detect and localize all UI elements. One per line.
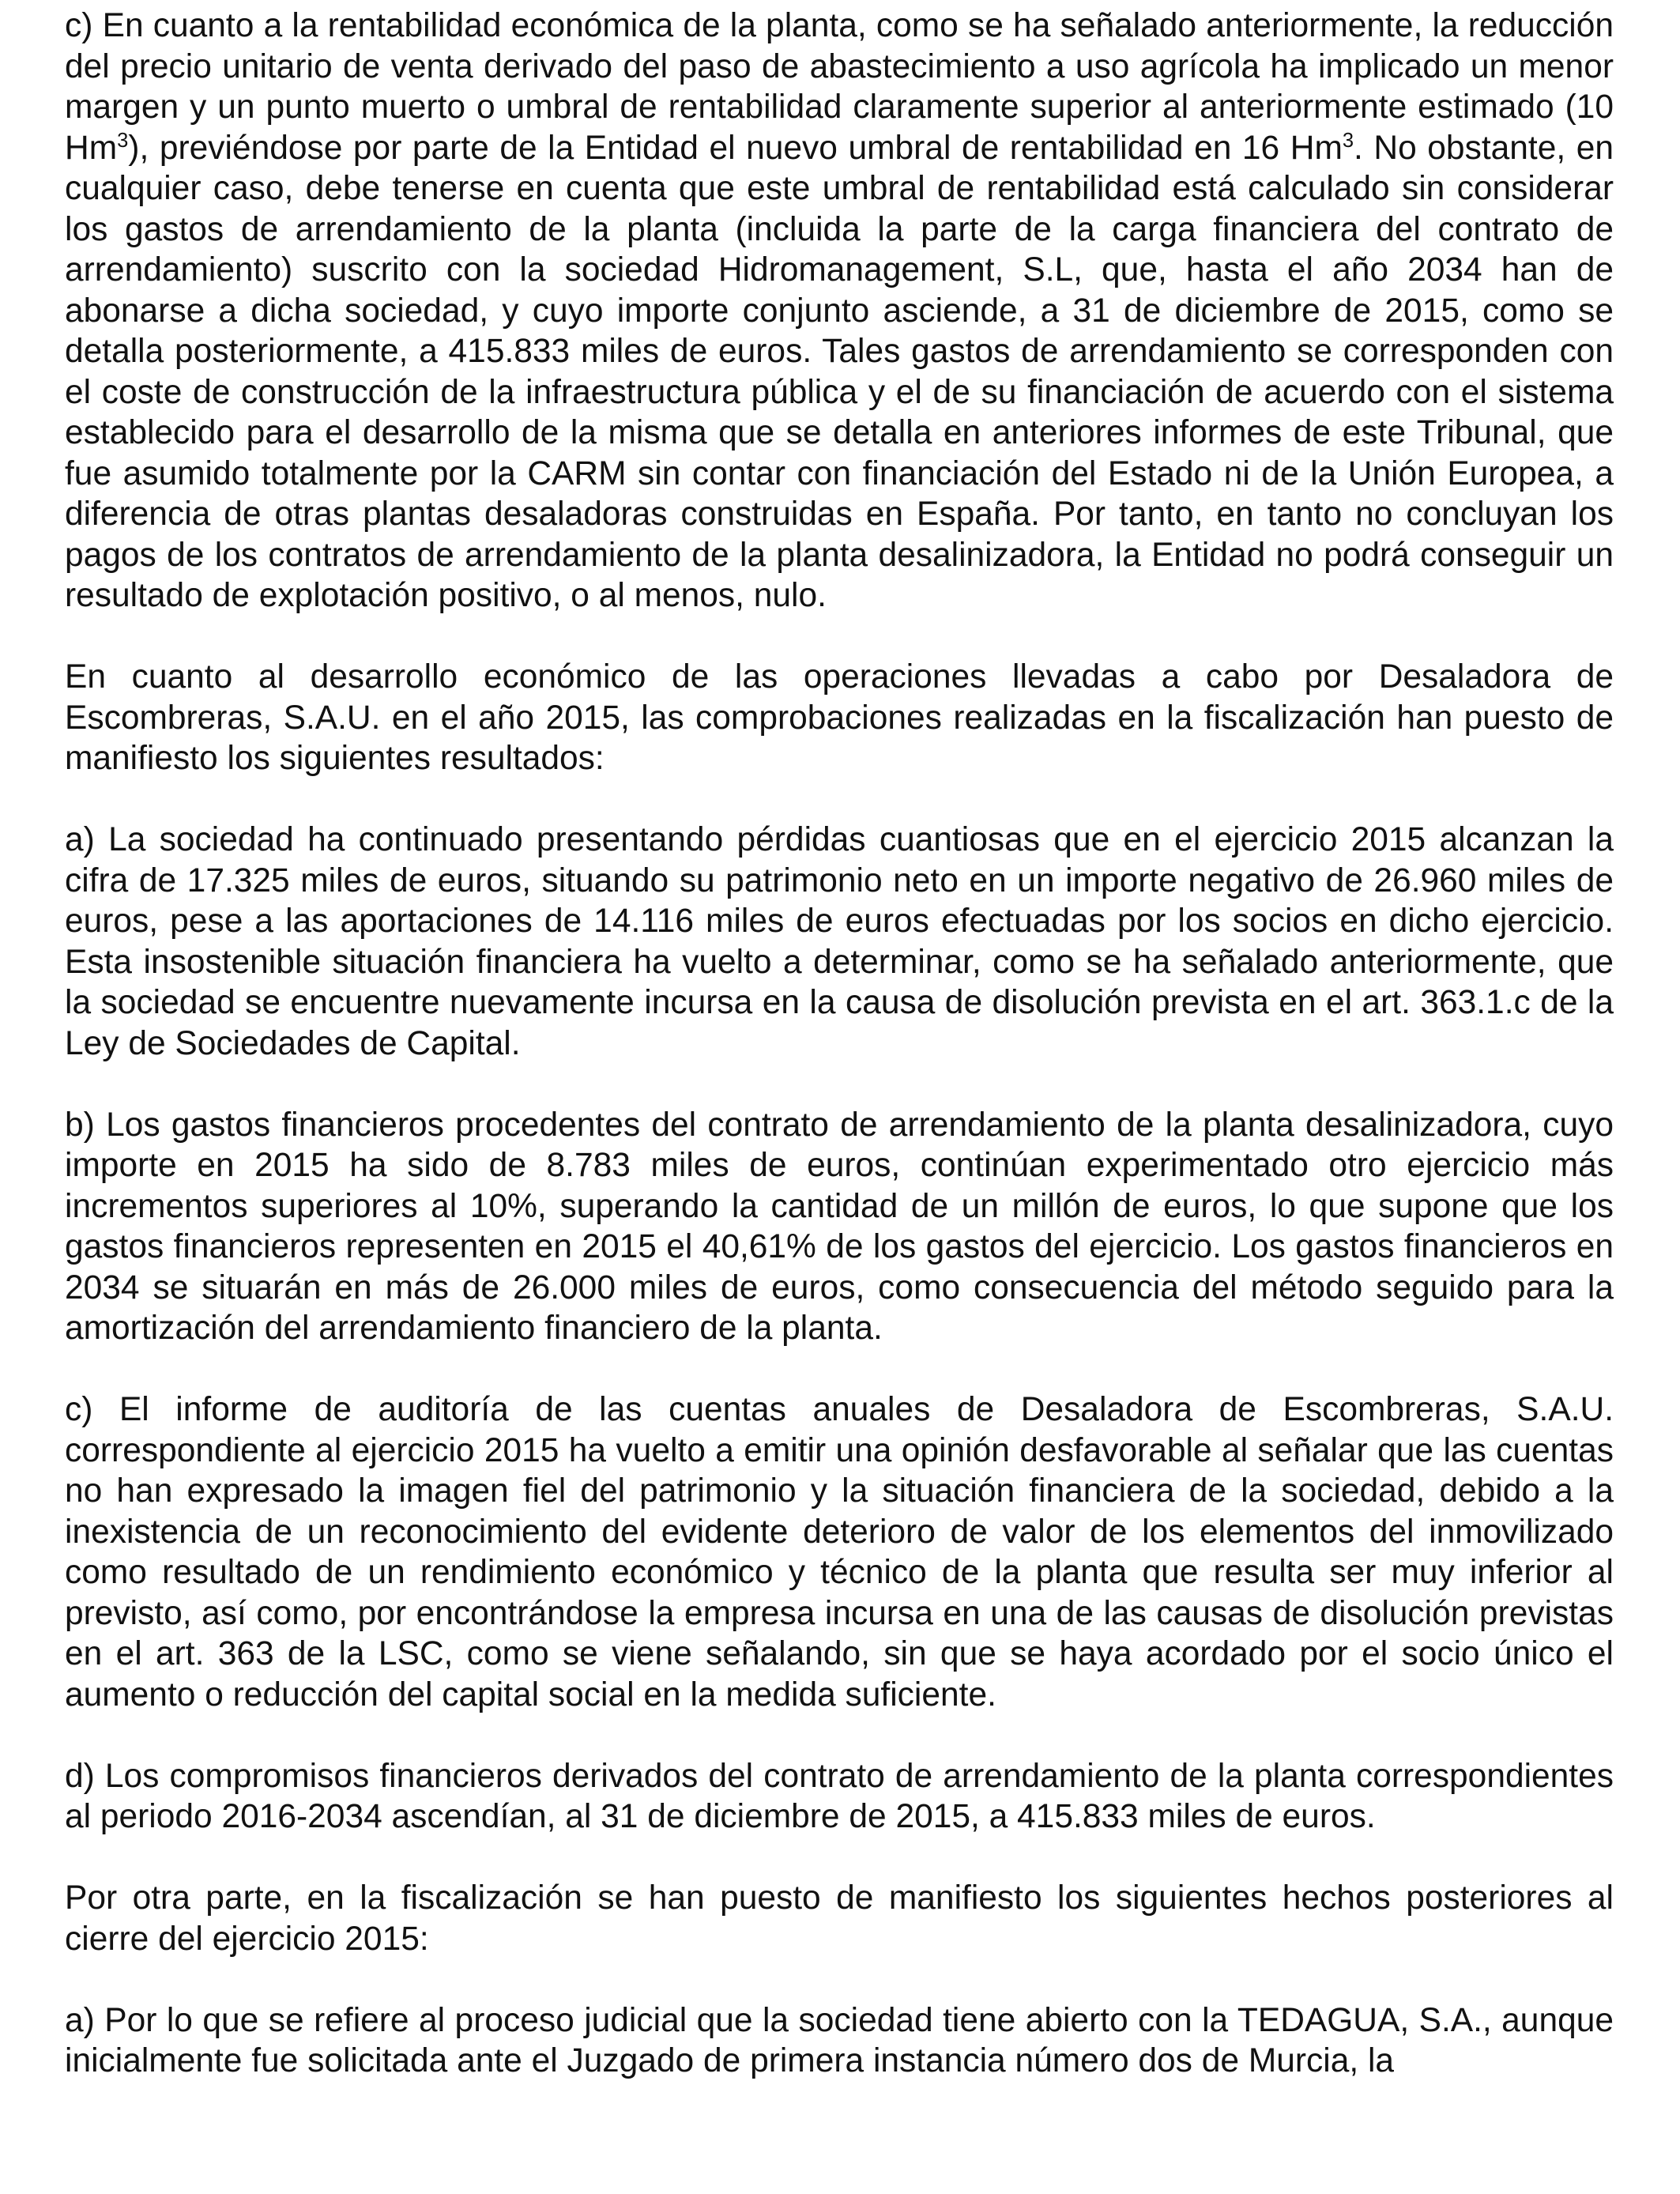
paragraph-judicial-process: a) Por lo que se refiere al proceso judicial que la sociedad tiene abierto con la TEDAGUA, S.A., aunque inicialmente fue solicitada ante el Juzgado de primera instancia número dos de Murcia, la (65, 2001, 1614, 2079)
paragraph-profitability-part-3: . No obstante, en cualquier caso, debe tenerse en cuenta que este umbral de rentabilidad está calculado sin considerar los gastos de arrendamiento de la planta (incluida la parte de la carga financiera del contrato de arrendamiento) suscrito con la sociedad Hidromanagement, S.L, que, hasta el año 2034 han de abonarse a dicha sociedad, y cuyo importe conjunto asciende, a 31 de diciembre de 2015, como se detalla posteriormente, a 415.833 miles de euros. Tales gastos de arrendamiento se corresponden con el coste de construcción de la infraestructura pública y el de su financiación de acuerdo con el sistema establecido para el desarrollo de la misma que se detalla en anteriores informes de este Tribunal, que fue asumido totalmente por la CARM sin contar con financiación del Estado ni de la Unión Europea, a diferencia de otras plantas desaladoras construidas en España. Por tanto, en tanto no concluyan los pagos de los contratos de arrendamiento de la planta desalinizadora, la Entidad no podrá conseguir un resultado de explotación positivo, o al menos, nulo. (65, 129, 1614, 614)
paragraph-profitability-part-1: c) En cuanto a la rentabilidad económica de la planta, como se ha señalado anteriormente, la reducción del precio unitario de venta derivado del paso de abastecimiento a uso agrícola ha implicado un menor margen y un punto muerto o umbral de rentabilidad claramente superior al anteriormente estimado (10 Hm (65, 7, 1614, 167)
paragraph-subsequent-events-intro: Por otra parte, en la fiscalización se han puesto de manifiesto los siguientes hechos posteriores al cierre del ejercicio 2015: (65, 1879, 1614, 1958)
paragraph-profitability-part-2: ), previéndose por parte de la Entidad el nuevo umbral de rentabilidad en 16 Hm (128, 129, 1343, 167)
superscript-cubic-1: 3 (117, 129, 129, 152)
paragraph-audit-report: c) El informe de auditoría de las cuentas anuales de Desaladora de Escombreras, S.A.U. correspondiente al ejercicio 2015 ha vuelto a emitir una opinión desfavorable al señalar que las cuentas no han expresado la imagen fiel del patrimonio y la situación financiera de la sociedad, debido a la inexistencia de un reconocimiento del evidente deterioro de valor de los elementos del inmovilizado como resultado de un rendimiento económico y técnico de la planta que resulta ser muy inferior al previsto, así como, por encontrándose la empresa incursa en una de las causas de disolución previstas en el art. 363 de la LSC, como se viene señalando, sin que se haya acordado por el socio único el aumento o reducción del capital social en la medida suficiente. (65, 1391, 1614, 1713)
paragraph-financial-expenses: b) Los gastos financieros procedentes del contrato de arrendamiento de la planta desalinizadora, cuyo importe en 2015 ha sido de 8.783 miles de euros, continúan experimentado otro ejercicio más incrementos superiores al 10%, superando la cantidad de un millón de euros, lo que supone que los gastos financieros representen en 2015 el 40,61% de los gastos del ejercicio. Los gastos financieros en 2034 se situarán en más de 26.000 miles de euros, como consecuencia del método seguido para la amortización del arrendamiento financiero de la planta. (65, 1106, 1614, 1347)
paragraph-economic-development: En cuanto al desarrollo económico de las operaciones llevadas a cabo por Desaladora de Escombreras, S.A.U. en el año 2015, las comprobaciones realizadas en la fiscalización han puesto de manifiesto los siguientes resultados: (65, 658, 1614, 777)
document-page (65, 0, 1614, 2082)
paragraph-losses: a) La sociedad ha continuado presentando pérdidas cuantiosas que en el ejercicio 2015 alcanzan la cifra de 17.325 miles de euros, situando su patrimonio neto en un importe negativo de 26.960 miles de euros, pese a las aportaciones de 14.116 miles de euros efectuadas por los socios en dicho ejercicio. Esta insostenible situación financiera ha vuelto a determinar, como se ha señalado anteriormente, que la sociedad se encuentre nuevamente incursa en la causa de disolución prevista en el art. 363.1.c de la Ley de Sociedades de Capital. (65, 821, 1614, 1062)
superscript-cubic-2: 3 (1342, 129, 1354, 152)
paragraph-profitability (65, 6, 1614, 616)
paragraph-financial-commitments: d) Los compromisos financieros derivados del contrato de arrendamiento de la planta correspondientes al periodo 2016-2034 ascendían, al 31 de diciembre de 2015, a 415.833 miles de euros. (65, 1757, 1614, 1835)
